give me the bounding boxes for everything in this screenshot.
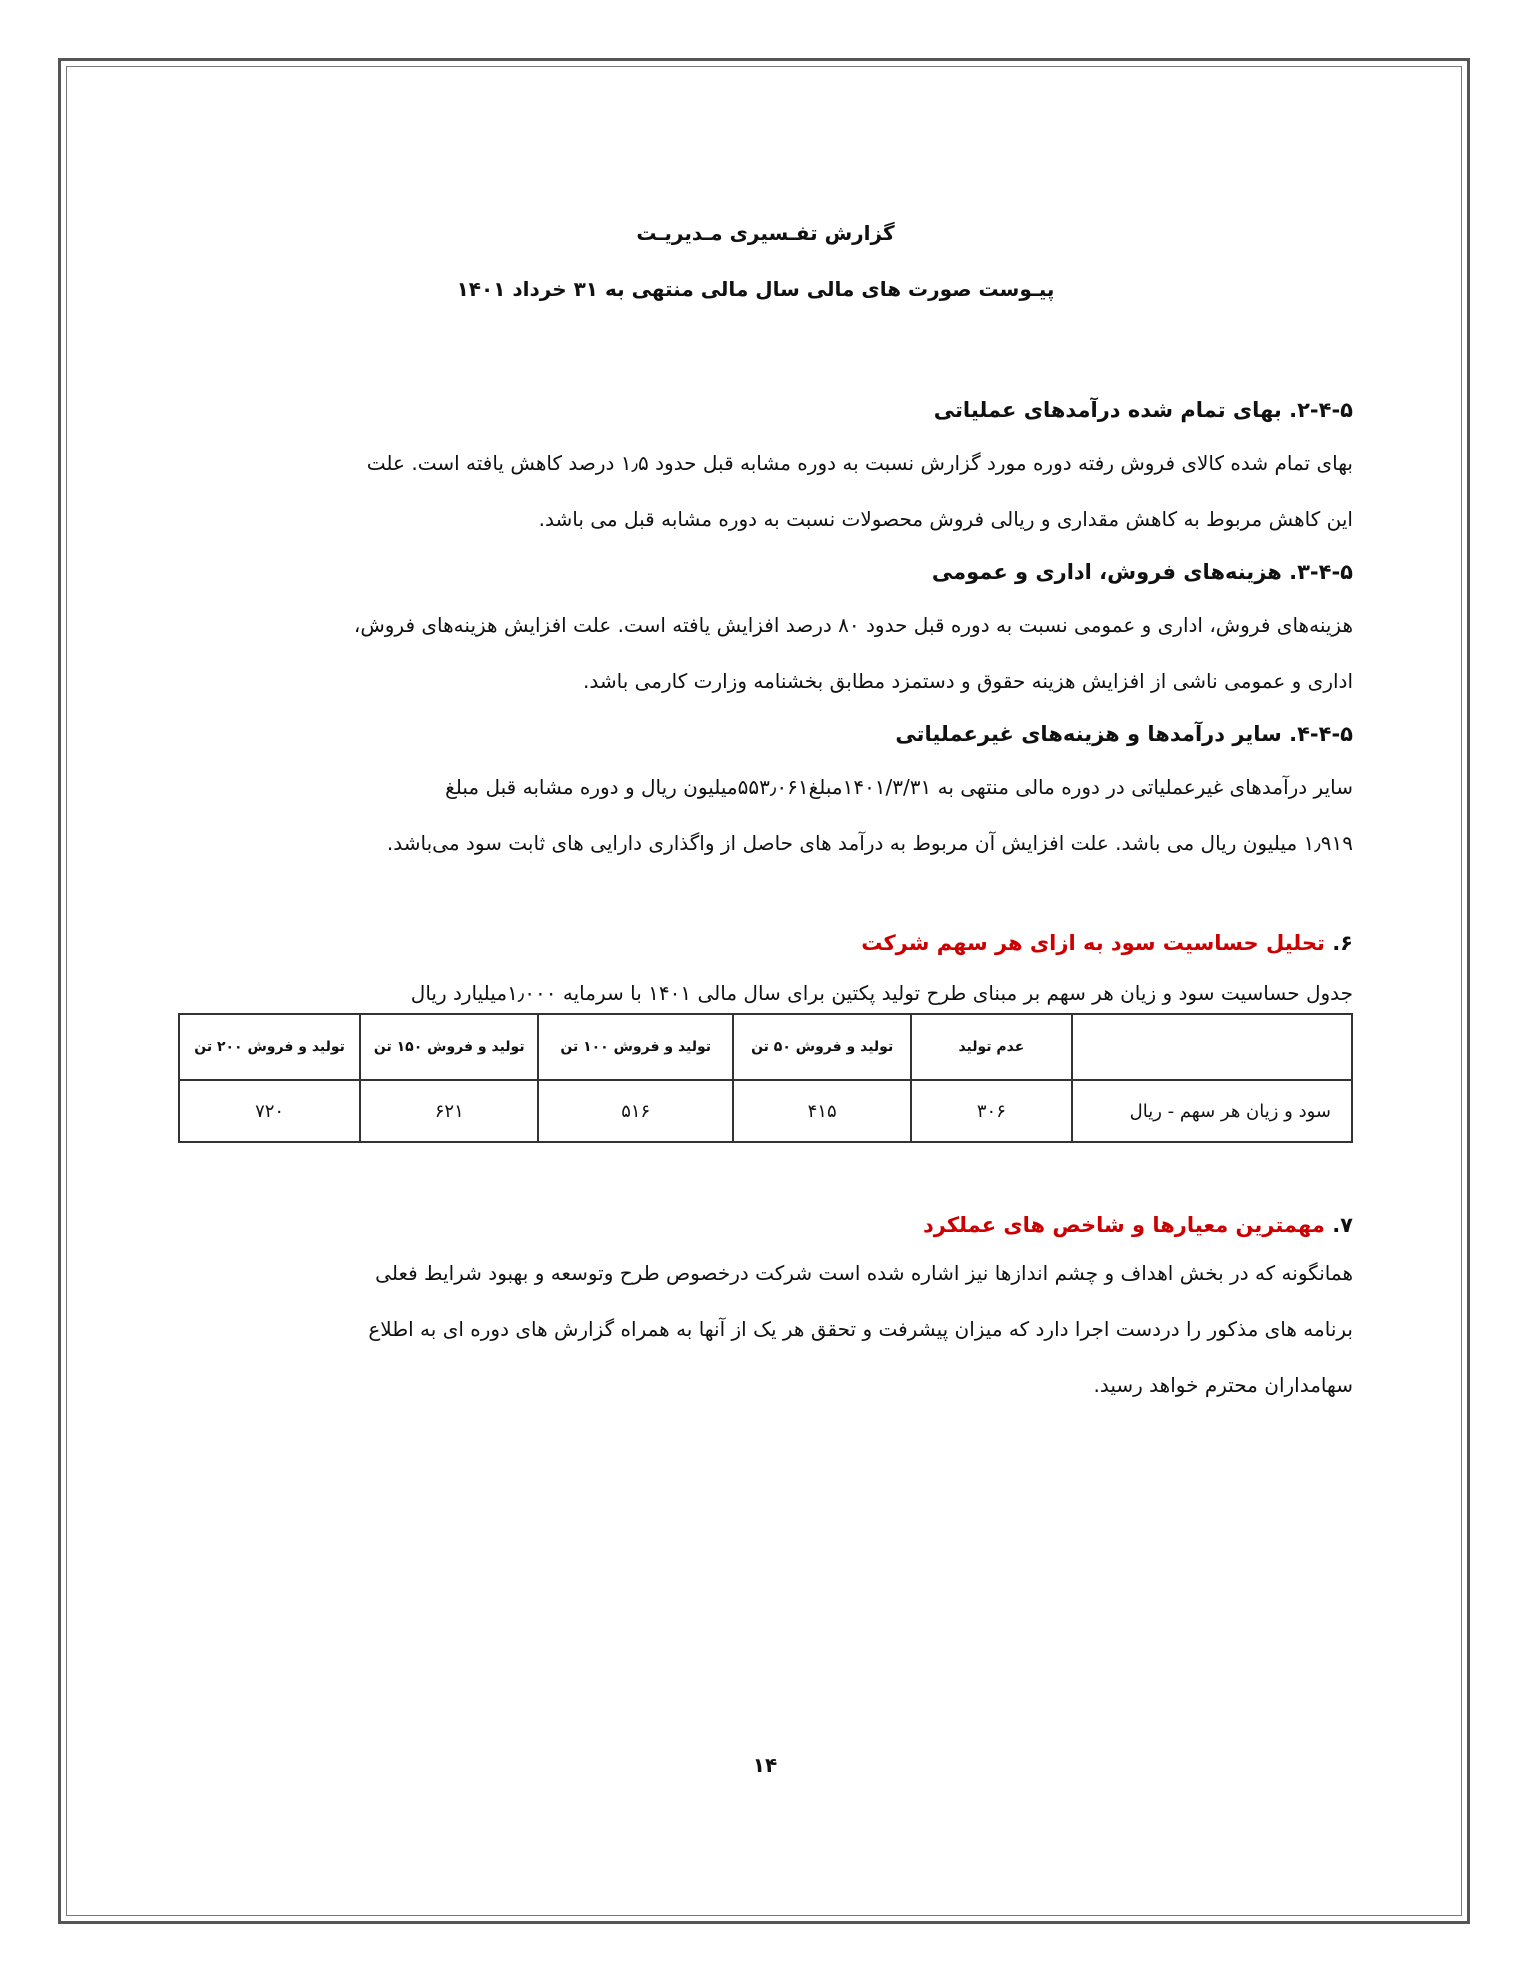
- paragraph-line: اداری و عمومی ناشی از افزایش هزینه حقوق و دستمزد مطابق بخشنامه وزارت کارمی باشد.: [582, 669, 1353, 693]
- section-5-4-4-paragraph: [178, 759, 1353, 871]
- section-5-4-3-heading: ۳-۴-۵. هزینه‌های فروش، اداری و عمومی: [931, 560, 1353, 584]
- report-subtitle: پیـوست صورت های مالی سال مالی منتهی به ۳۱ خرداد ۱۴۰۱: [456, 277, 1055, 301]
- paragraph-line: این کاهش مربوط به کاهش مقداری و ریالی فروش محصولات نسبت به دوره مشابه قبل می باشد.: [538, 507, 1353, 531]
- page-content: [178, 215, 1353, 1413]
- eps-sensitivity-table: [178, 1013, 1353, 1143]
- section-7-paragraph: [178, 1245, 1353, 1413]
- section-5-4-3-paragraph: [178, 597, 1353, 709]
- section-5-4-4-heading: ۴-۴-۵. سایر درآمدها و هزینه‌های غیرعملیاتی: [895, 722, 1353, 746]
- table-row-label: سود و زیان هر سهم - ریال: [1072, 1080, 1352, 1142]
- paragraph-line: سایر درآمدهای غیرعملیاتی در دوره مالی منتهی به ۱۴۰۱/۳/۳۱مبلغ۵۵۳٫۰۶۱میلیون ریال و دوره مشابه قبل مبلغ: [445, 775, 1353, 799]
- paragraph-line: ۱٫۹۱۹ میلیون ریال می باشد. علت افزایش آن مربوط به درآمد های حاصل از واگذاری دارایی های ثابت سود می‌باشد.: [386, 831, 1353, 855]
- table-cell: ۴۱۵: [733, 1080, 911, 1142]
- paragraph-line: هزینه‌های فروش، اداری و عمومی نسبت به دوره قبل حدود ۸۰ درصد افزایش یافته است. علت افزایش هزینه‌های فروش،: [353, 613, 1353, 637]
- section-6-heading: [178, 923, 1353, 963]
- table-row: [179, 1080, 1352, 1142]
- table-header-cell: تولید و فروش ۱۵۰ تن: [360, 1014, 538, 1080]
- section-5-4-2-heading: ۲-۴-۵. بهای تمام شده درآمدهای عملیاتی: [933, 398, 1353, 422]
- section-7-heading: [178, 1205, 1353, 1245]
- paragraph-line: همانگونه که در بخش اهداف و چشم اندازها نیز اشاره شده است شرکت درخصوص طرح وتوسعه و بهبود شرایط فعلی: [375, 1261, 1353, 1285]
- table-header-cell: عدم تولید: [911, 1014, 1071, 1080]
- table-header-cell: [1072, 1014, 1352, 1080]
- page-number: ۱۴: [752, 1753, 778, 1777]
- table-caption: جدول حساسیت سود و زیان هر سهم بر مبنای طرح تولید پکتین برای سال مالی ۱۴۰۱ با سرمایه ۱٫۰۰۰میلیارد ریال: [410, 981, 1353, 1005]
- table-header-cell: تولید و فروش ۱۰۰ تن: [538, 1014, 733, 1080]
- report-title: گزارش تفـسیری مـدیریـت: [636, 221, 895, 245]
- section-7-title: مهمترین معیارها و شاخص های عملکرد: [922, 1213, 1325, 1237]
- table-header-row: [179, 1014, 1352, 1080]
- table-header-cell: تولید و فروش ۲۰۰ تن: [179, 1014, 360, 1080]
- section-6-title: تحلیل حساسیت سود به ازای هر سهم شرکت: [861, 931, 1325, 955]
- table-cell: ۶۲۱: [360, 1080, 538, 1142]
- title-block: [178, 215, 1353, 307]
- table-cell: ۷۲۰: [179, 1080, 360, 1142]
- paragraph-line: سهامداران محترم خواهد رسید.: [1093, 1373, 1353, 1397]
- paragraph-line: بهای تمام شده کالای فروش رفته دوره مورد گزارش نسبت به دوره مشابه قبل حدود ۱٫۵ درصد کاهش یافته است. علت: [366, 451, 1353, 475]
- section-5-4-2-paragraph: [178, 435, 1353, 547]
- table-cell: ۵۱۶: [538, 1080, 733, 1142]
- section-6-number: ۶.: [1332, 931, 1353, 955]
- table-cell: ۳۰۶: [911, 1080, 1071, 1142]
- paragraph-line: برنامه های مذکور را دردست اجرا دارد که میزان پیشرفت و تحقق هر یک از آنها به همراه گزارش های دوره ای به اطلاع: [368, 1317, 1353, 1341]
- section-7-number: ۷.: [1332, 1213, 1353, 1237]
- table-header-cell: تولید و فروش ۵۰ تن: [733, 1014, 911, 1080]
